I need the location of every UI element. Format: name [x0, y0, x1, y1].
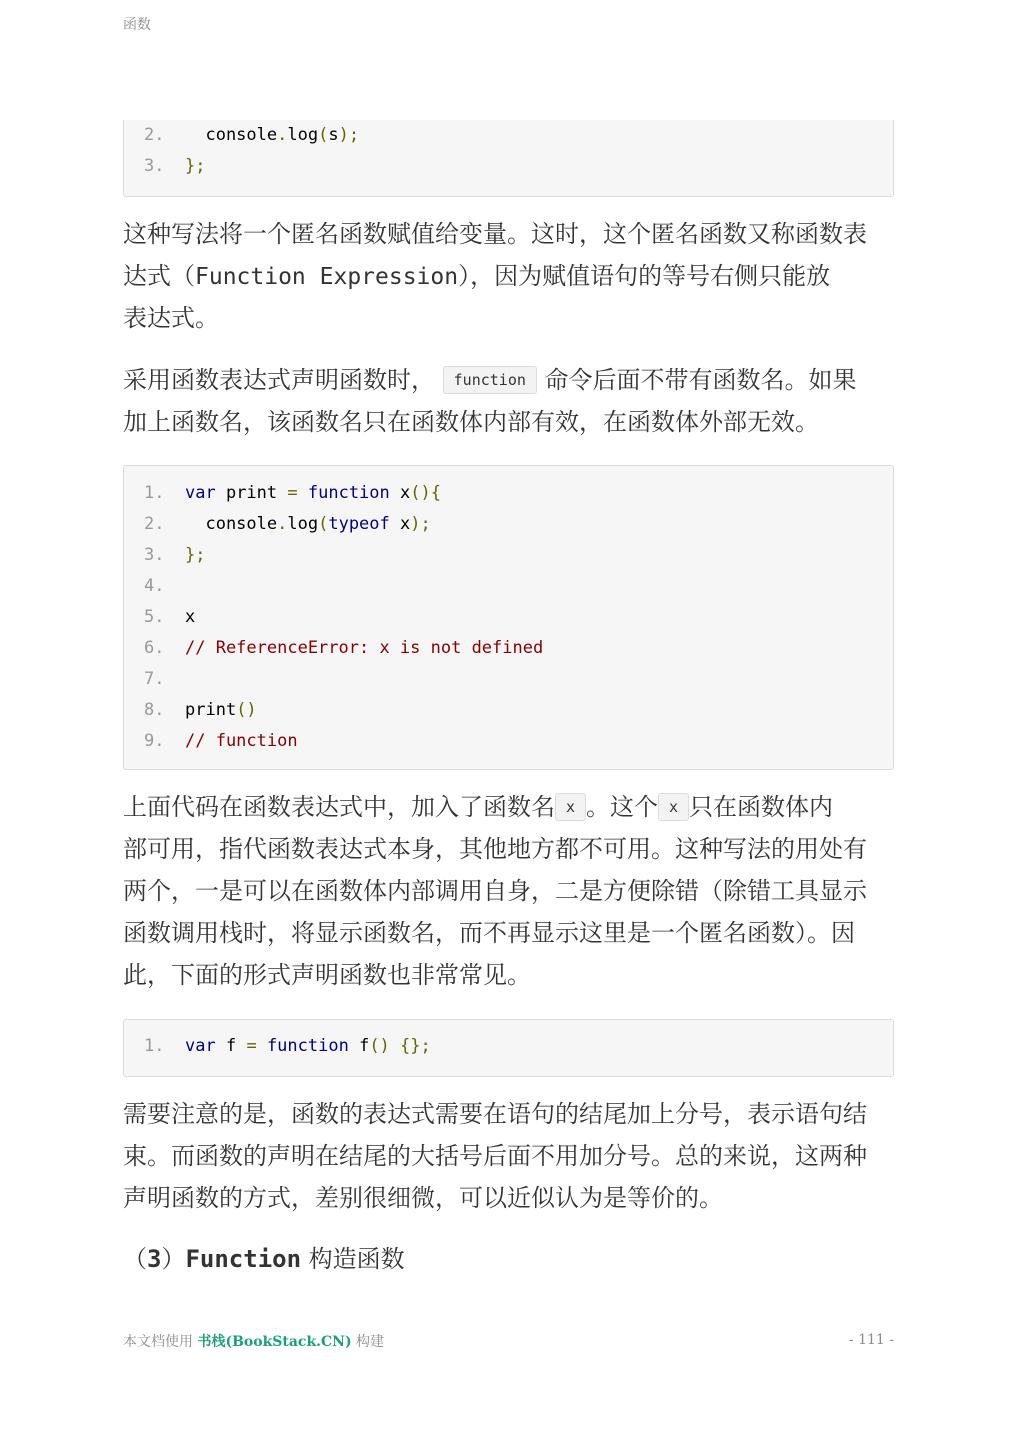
text: 采用函数表达式声明函数时， — [123, 366, 435, 394]
paragraph-line — [123, 255, 898, 297]
code-text: }; — [185, 545, 206, 565]
code-block — [123, 1019, 894, 1077]
paragraph-line: 束。而函数的声明在结尾的大括号后面不用加分号。总的来说，这两种 — [123, 1142, 867, 1170]
paragraph — [123, 213, 898, 339]
inline-code: x — [555, 793, 586, 821]
inline-code: x — [658, 793, 689, 821]
text: 达式（ — [123, 262, 195, 290]
inline-code: function — [443, 366, 537, 394]
line-number: 7. — [144, 669, 165, 689]
line-number: 9. — [144, 731, 165, 751]
line-number: 2. — [144, 125, 165, 145]
paragraph-line — [123, 786, 898, 828]
line-number: 5. — [144, 607, 165, 627]
paragraph-line: 两个，一是可以在函数体内部调用自身，二是方便除错（除错工具显示 — [123, 877, 867, 905]
code-block — [123, 465, 894, 770]
code-text: // function — [185, 731, 298, 751]
line-number: 8. — [144, 700, 165, 720]
text: ） — [161, 1245, 186, 1273]
code-text: console.log(s); — [185, 125, 360, 145]
heading-number: 3 — [147, 1245, 162, 1273]
footer-text: 本文档使用 — [123, 1334, 198, 1350]
paragraph-line: 函数调用栈时，将显示函数名，而不再显示这里是一个匿名函数）。因 — [123, 919, 855, 947]
text: ），因为赋值语句的等号右侧只能放 — [458, 262, 831, 290]
footer-text: 构建 — [351, 1334, 385, 1350]
section-heading — [123, 1238, 405, 1280]
paragraph — [123, 786, 898, 996]
page-number: - 111 - — [848, 1332, 894, 1348]
line-number: 1. — [144, 483, 165, 503]
code-text: // ReferenceError: x is not defined — [185, 638, 544, 658]
paragraph-line — [123, 359, 898, 401]
code-text: }; — [185, 156, 206, 176]
code-block — [123, 120, 894, 197]
code-text: console.log(typeof x); — [185, 514, 431, 534]
footer — [123, 1331, 384, 1351]
line-number: 3. — [144, 156, 165, 176]
paragraph — [123, 359, 898, 443]
paragraph — [123, 1093, 898, 1219]
inline-term: Function Expression — [195, 264, 459, 290]
paragraph-line: 加上函数名，该函数名只在函数体内部有效，在函数体外部无效。 — [123, 408, 819, 436]
text: 。这个 — [586, 793, 659, 821]
paragraph-line: 需要注意的是，函数的表达式需要在语句的结尾加上分号，表示语句结 — [123, 1100, 867, 1128]
code-text: print() — [185, 700, 257, 720]
heading-code: Function — [185, 1245, 302, 1273]
line-number: 1. — [144, 1036, 165, 1056]
paragraph-line: 这种写法将一个匿名函数赋值给变量。这时，这个匿名函数又称函数表 — [123, 220, 867, 248]
header-title: 函数 — [123, 17, 151, 33]
text: 只在函数体内 — [689, 793, 834, 821]
code-text: x — [185, 607, 196, 627]
paragraph-line: 部可用，指代函数表达式本身，其他地方都不可用。这种写法的用处有 — [123, 835, 867, 863]
text: 命令后面不带有函数名。如果 — [544, 366, 857, 394]
paragraph-line: 表达式。 — [123, 304, 219, 332]
footer-link[interactable]: 书栈(BookStack.CN) — [197, 1334, 352, 1350]
paragraph-line: 此，下面的形式声明函数也非常常见。 — [123, 961, 531, 989]
code-text: var print = function x(){ — [185, 483, 441, 503]
line-number: 2. — [144, 514, 165, 534]
line-number: 6. — [144, 638, 165, 658]
line-number: 4. — [144, 576, 165, 596]
text: 构造函数 — [301, 1245, 405, 1273]
code-text: var f = function f() {}; — [185, 1036, 431, 1056]
paragraph-line: 声明函数的方式，差别很细微，可以近似认为是等价的。 — [123, 1184, 723, 1212]
text: 上面代码在函数表达式中，加入了函数名 — [123, 793, 555, 821]
text: （ — [123, 1245, 147, 1273]
line-number: 3. — [144, 545, 165, 565]
